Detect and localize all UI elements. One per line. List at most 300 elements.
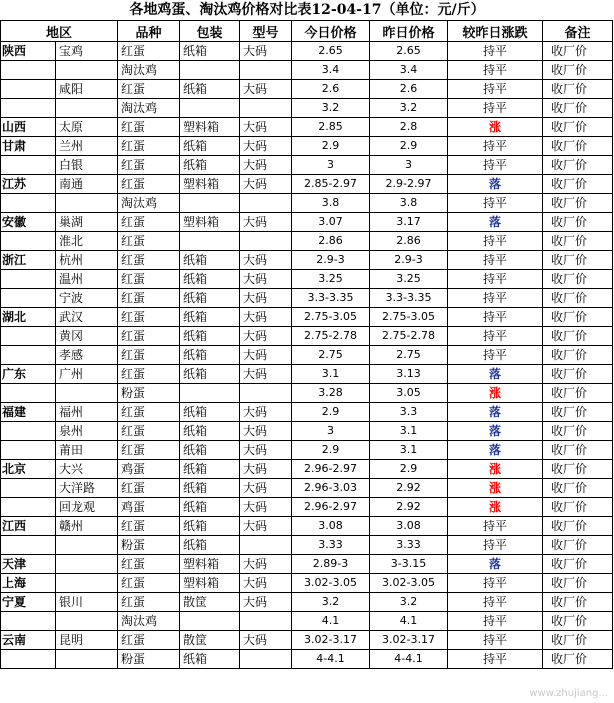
province-cell	[1, 346, 56, 365]
package-cell: 纸箱	[180, 289, 240, 308]
city-cell: 大洋路	[56, 479, 118, 498]
change-cell: 涨	[448, 498, 543, 517]
note-cell: 收厂价	[543, 460, 613, 479]
header-size: 型号	[240, 21, 292, 42]
change-cell: 持平	[448, 346, 543, 365]
table-row	[1, 574, 613, 593]
table-row	[1, 593, 613, 612]
size-cell: 大码	[240, 422, 292, 441]
package-cell: 散筐	[180, 593, 240, 612]
package-cell: 纸箱	[180, 365, 240, 384]
province-cell	[1, 612, 56, 631]
size-cell: 大码	[240, 308, 292, 327]
kind-cell: 淘汰鸡	[118, 612, 180, 631]
yesterday-price-cell: 2.8	[370, 118, 448, 137]
province-cell: 云南	[1, 631, 56, 650]
change-cell: 持平	[448, 251, 543, 270]
change-cell: 持平	[448, 327, 543, 346]
city-cell: 黄冈	[56, 327, 118, 346]
table-row	[1, 422, 613, 441]
kind-cell: 红蛋	[118, 517, 180, 536]
yesterday-price-cell: 4-4.1	[370, 650, 448, 669]
table-row	[1, 213, 613, 232]
change-cell: 涨	[448, 460, 543, 479]
city-cell	[56, 99, 118, 118]
change-cell: 落	[448, 422, 543, 441]
kind-cell: 红蛋	[118, 175, 180, 194]
kind-cell: 红蛋	[118, 137, 180, 156]
today-price-cell: 3.3-3.35	[292, 289, 370, 308]
table-row	[1, 118, 613, 137]
table-row	[1, 479, 613, 498]
price-table	[0, 20, 613, 669]
header-today-price: 今日价格	[292, 21, 370, 42]
today-price-cell: 2.6	[292, 80, 370, 99]
table-row	[1, 441, 613, 460]
note-cell: 收厂价	[543, 536, 613, 555]
table-row	[1, 232, 613, 251]
province-cell	[1, 536, 56, 555]
table-row	[1, 156, 613, 175]
package-cell: 塑料箱	[180, 555, 240, 574]
change-cell: 涨	[448, 479, 543, 498]
note-cell: 收厂价	[543, 365, 613, 384]
table-row	[1, 61, 613, 80]
table-row	[1, 498, 613, 517]
yesterday-price-cell: 3.02-3.05	[370, 574, 448, 593]
change-cell: 落	[448, 175, 543, 194]
note-cell: 收厂价	[543, 232, 613, 251]
kind-cell: 红蛋	[118, 631, 180, 650]
table-row	[1, 289, 613, 308]
province-cell: 宁夏	[1, 593, 56, 612]
size-cell	[240, 194, 292, 213]
yesterday-price-cell: 3.2	[370, 99, 448, 118]
yesterday-price-cell: 3.3	[370, 403, 448, 422]
kind-cell: 淘汰鸡	[118, 194, 180, 213]
note-cell: 收厂价	[543, 289, 613, 308]
size-cell: 大码	[240, 346, 292, 365]
city-cell: 杭州	[56, 251, 118, 270]
kind-cell: 红蛋	[118, 156, 180, 175]
province-cell	[1, 327, 56, 346]
package-cell	[180, 194, 240, 213]
table-row	[1, 403, 613, 422]
today-price-cell: 2.9	[292, 403, 370, 422]
city-cell: 太原	[56, 118, 118, 137]
size-cell: 大码	[240, 42, 292, 61]
city-cell	[56, 574, 118, 593]
city-cell: 大兴	[56, 460, 118, 479]
today-price-cell: 2.89-3	[292, 555, 370, 574]
note-cell: 收厂价	[543, 346, 613, 365]
city-cell: 泉州	[56, 422, 118, 441]
today-price-cell: 2.75	[292, 346, 370, 365]
province-cell: 天津	[1, 555, 56, 574]
change-cell: 落	[448, 365, 543, 384]
today-price-cell: 2.85	[292, 118, 370, 137]
today-price-cell: 3.2	[292, 593, 370, 612]
table-row	[1, 194, 613, 213]
city-cell: 淮北	[56, 232, 118, 251]
table-row	[1, 99, 613, 118]
yesterday-price-cell: 2.9	[370, 460, 448, 479]
change-cell: 持平	[448, 536, 543, 555]
kind-cell: 红蛋	[118, 441, 180, 460]
change-cell: 持平	[448, 593, 543, 612]
kind-cell: 淘汰鸡	[118, 61, 180, 80]
yesterday-price-cell: 4.1	[370, 612, 448, 631]
note-cell: 收厂价	[543, 574, 613, 593]
today-price-cell: 2.9	[292, 137, 370, 156]
size-cell	[240, 384, 292, 403]
change-cell: 持平	[448, 517, 543, 536]
size-cell: 大码	[240, 289, 292, 308]
package-cell	[180, 61, 240, 80]
province-cell	[1, 650, 56, 669]
note-cell: 收厂价	[543, 631, 613, 650]
kind-cell: 粉蛋	[118, 536, 180, 555]
change-cell: 持平	[448, 308, 543, 327]
note-cell: 收厂价	[543, 137, 613, 156]
yesterday-price-cell: 2.65	[370, 42, 448, 61]
yesterday-price-cell: 2.9-2.97	[370, 175, 448, 194]
city-cell	[56, 536, 118, 555]
yesterday-price-cell: 3.1	[370, 422, 448, 441]
note-cell: 收厂价	[543, 612, 613, 631]
package-cell: 纸箱	[180, 270, 240, 289]
city-cell	[56, 650, 118, 669]
today-price-cell: 3.02-3.05	[292, 574, 370, 593]
today-price-cell: 2.85-2.97	[292, 175, 370, 194]
province-cell	[1, 289, 56, 308]
package-cell	[180, 232, 240, 251]
city-cell: 白银	[56, 156, 118, 175]
city-cell: 兰州	[56, 137, 118, 156]
size-cell: 大码	[240, 213, 292, 232]
today-price-cell: 2.86	[292, 232, 370, 251]
today-price-cell: 3.2	[292, 99, 370, 118]
package-cell: 纸箱	[180, 422, 240, 441]
province-cell	[1, 384, 56, 403]
city-cell	[56, 555, 118, 574]
change-cell: 持平	[448, 61, 543, 80]
table-row	[1, 346, 613, 365]
province-cell: 上海	[1, 574, 56, 593]
size-cell: 大码	[240, 175, 292, 194]
table-row	[1, 650, 613, 669]
table-row	[1, 308, 613, 327]
city-cell: 宝鸡	[56, 42, 118, 61]
size-cell: 大码	[240, 403, 292, 422]
city-cell: 温州	[56, 270, 118, 289]
kind-cell: 红蛋	[118, 346, 180, 365]
table-row	[1, 137, 613, 156]
today-price-cell: 3.08	[292, 517, 370, 536]
size-cell: 大码	[240, 365, 292, 384]
change-cell: 持平	[448, 232, 543, 251]
note-cell: 收厂价	[543, 61, 613, 80]
table-row	[1, 270, 613, 289]
yesterday-price-cell: 3-3.15	[370, 555, 448, 574]
yesterday-price-cell: 3.3-3.35	[370, 289, 448, 308]
yesterday-price-cell: 2.9-3	[370, 251, 448, 270]
change-cell: 持平	[448, 156, 543, 175]
size-cell: 大码	[240, 460, 292, 479]
size-cell: 大码	[240, 593, 292, 612]
city-cell: 南通	[56, 175, 118, 194]
change-cell: 持平	[448, 574, 543, 593]
yesterday-price-cell: 3.17	[370, 213, 448, 232]
city-cell: 广州	[56, 365, 118, 384]
size-cell: 大码	[240, 118, 292, 137]
yesterday-price-cell: 2.86	[370, 232, 448, 251]
table-row	[1, 460, 613, 479]
table-row	[1, 517, 613, 536]
package-cell: 纸箱	[180, 251, 240, 270]
kind-cell: 鸡蛋	[118, 460, 180, 479]
kind-cell: 红蛋	[118, 232, 180, 251]
note-cell: 收厂价	[543, 517, 613, 536]
today-price-cell: 4.1	[292, 612, 370, 631]
yesterday-price-cell: 3.25	[370, 270, 448, 289]
table-row	[1, 555, 613, 574]
city-cell	[56, 194, 118, 213]
size-cell: 大码	[240, 517, 292, 536]
today-price-cell: 3.1	[292, 365, 370, 384]
city-cell: 赣州	[56, 517, 118, 536]
package-cell: 纸箱	[180, 536, 240, 555]
header-package: 包装	[180, 21, 240, 42]
today-price-cell: 3.8	[292, 194, 370, 213]
today-price-cell: 2.9-3	[292, 251, 370, 270]
kind-cell: 红蛋	[118, 80, 180, 99]
table-row	[1, 175, 613, 194]
package-cell: 纸箱	[180, 137, 240, 156]
kind-cell: 红蛋	[118, 270, 180, 289]
table-row	[1, 42, 613, 61]
change-cell: 落	[448, 441, 543, 460]
yesterday-price-cell: 3.05	[370, 384, 448, 403]
city-cell: 莆田	[56, 441, 118, 460]
package-cell: 塑料箱	[180, 213, 240, 232]
province-cell	[1, 156, 56, 175]
province-cell	[1, 479, 56, 498]
today-price-cell: 3.02-3.17	[292, 631, 370, 650]
change-cell: 落	[448, 403, 543, 422]
today-price-cell: 4-4.1	[292, 650, 370, 669]
city-cell: 咸阳	[56, 80, 118, 99]
today-price-cell: 2.75-3.05	[292, 308, 370, 327]
province-cell	[1, 441, 56, 460]
province-cell	[1, 422, 56, 441]
today-price-cell: 3.07	[292, 213, 370, 232]
kind-cell: 红蛋	[118, 289, 180, 308]
header-note: 备注	[543, 21, 613, 42]
kind-cell: 粉蛋	[118, 650, 180, 669]
size-cell: 大码	[240, 251, 292, 270]
package-cell: 纸箱	[180, 441, 240, 460]
table-row	[1, 80, 613, 99]
package-cell: 散筐	[180, 631, 240, 650]
note-cell: 收厂价	[543, 156, 613, 175]
package-cell: 塑料箱	[180, 175, 240, 194]
kind-cell: 红蛋	[118, 574, 180, 593]
kind-cell: 红蛋	[118, 327, 180, 346]
city-cell: 孝感	[56, 346, 118, 365]
today-price-cell: 2.75-2.78	[292, 327, 370, 346]
header-row	[1, 21, 613, 42]
size-cell: 大码	[240, 270, 292, 289]
package-cell: 纸箱	[180, 403, 240, 422]
city-cell: 银川	[56, 593, 118, 612]
kind-cell: 红蛋	[118, 213, 180, 232]
note-cell: 收厂价	[543, 555, 613, 574]
note-cell: 收厂价	[543, 99, 613, 118]
table-row	[1, 612, 613, 631]
city-cell: 武汉	[56, 308, 118, 327]
city-cell: 回龙观	[56, 498, 118, 517]
size-cell: 大码	[240, 327, 292, 346]
kind-cell: 红蛋	[118, 403, 180, 422]
kind-cell: 红蛋	[118, 479, 180, 498]
change-cell: 持平	[448, 137, 543, 156]
kind-cell: 红蛋	[118, 365, 180, 384]
size-cell	[240, 61, 292, 80]
note-cell: 收厂价	[543, 327, 613, 346]
province-cell	[1, 99, 56, 118]
table-row	[1, 536, 613, 555]
package-cell: 纸箱	[180, 346, 240, 365]
province-cell: 安徽	[1, 213, 56, 232]
province-cell: 陕西	[1, 42, 56, 61]
today-price-cell: 3	[292, 422, 370, 441]
package-cell: 塑料箱	[180, 118, 240, 137]
kind-cell: 红蛋	[118, 308, 180, 327]
note-cell: 收厂价	[543, 422, 613, 441]
package-cell	[180, 384, 240, 403]
yesterday-price-cell: 3.08	[370, 517, 448, 536]
kind-cell: 鸡蛋	[118, 498, 180, 517]
note-cell: 收厂价	[543, 118, 613, 137]
change-cell: 涨	[448, 118, 543, 137]
kind-cell: 红蛋	[118, 42, 180, 61]
province-cell: 浙江	[1, 251, 56, 270]
today-price-cell: 3.28	[292, 384, 370, 403]
note-cell: 收厂价	[543, 384, 613, 403]
header-region: 地区	[1, 21, 118, 42]
note-cell: 收厂价	[543, 593, 613, 612]
city-cell	[56, 612, 118, 631]
change-cell: 持平	[448, 42, 543, 61]
size-cell: 大码	[240, 574, 292, 593]
size-cell	[240, 650, 292, 669]
note-cell: 收厂价	[543, 498, 613, 517]
today-price-cell: 2.9	[292, 441, 370, 460]
note-cell: 收厂价	[543, 175, 613, 194]
header-change: 较昨日涨跌	[448, 21, 543, 42]
yesterday-price-cell: 2.6	[370, 80, 448, 99]
yesterday-price-cell: 3.13	[370, 365, 448, 384]
today-price-cell: 2.96-2.97	[292, 460, 370, 479]
yesterday-price-cell: 2.75-3.05	[370, 308, 448, 327]
note-cell: 收厂价	[543, 479, 613, 498]
yesterday-price-cell: 3.02-3.17	[370, 631, 448, 650]
province-cell	[1, 270, 56, 289]
kind-cell: 红蛋	[118, 118, 180, 137]
change-cell: 持平	[448, 270, 543, 289]
yesterday-price-cell: 2.75-2.78	[370, 327, 448, 346]
size-cell: 大码	[240, 498, 292, 517]
change-cell: 持平	[448, 194, 543, 213]
size-cell: 大码	[240, 80, 292, 99]
note-cell: 收厂价	[543, 650, 613, 669]
today-price-cell: 2.96-2.97	[292, 498, 370, 517]
today-price-cell: 3.25	[292, 270, 370, 289]
province-cell	[1, 194, 56, 213]
change-cell: 持平	[448, 289, 543, 308]
note-cell: 收厂价	[543, 270, 613, 289]
note-cell: 收厂价	[543, 42, 613, 61]
note-cell: 收厂价	[543, 441, 613, 460]
package-cell: 纸箱	[180, 650, 240, 669]
note-cell: 收厂价	[543, 251, 613, 270]
change-cell: 持平	[448, 650, 543, 669]
province-cell: 江苏	[1, 175, 56, 194]
yesterday-price-cell: 3.8	[370, 194, 448, 213]
city-cell: 福州	[56, 403, 118, 422]
change-cell: 涨	[448, 384, 543, 403]
table-row	[1, 631, 613, 650]
province-cell: 山西	[1, 118, 56, 137]
yesterday-price-cell: 3.4	[370, 61, 448, 80]
province-cell: 湖北	[1, 308, 56, 327]
province-cell	[1, 232, 56, 251]
today-price-cell: 2.65	[292, 42, 370, 61]
size-cell	[240, 612, 292, 631]
package-cell: 纸箱	[180, 460, 240, 479]
package-cell: 纸箱	[180, 80, 240, 99]
note-cell: 收厂价	[543, 308, 613, 327]
province-cell: 甘肃	[1, 137, 56, 156]
kind-cell: 红蛋	[118, 555, 180, 574]
size-cell: 大码	[240, 631, 292, 650]
change-cell: 持平	[448, 99, 543, 118]
package-cell: 纸箱	[180, 517, 240, 536]
size-cell: 大码	[240, 156, 292, 175]
change-cell: 持平	[448, 612, 543, 631]
kind-cell: 红蛋	[118, 251, 180, 270]
today-price-cell: 2.96-3.03	[292, 479, 370, 498]
table-row	[1, 384, 613, 403]
city-cell	[56, 384, 118, 403]
size-cell	[240, 536, 292, 555]
header-kind: 品种	[118, 21, 180, 42]
city-cell: 宁波	[56, 289, 118, 308]
today-price-cell: 3.4	[292, 61, 370, 80]
province-cell: 福建	[1, 403, 56, 422]
package-cell: 纸箱	[180, 308, 240, 327]
watermark: www.zhujiang...	[529, 688, 608, 699]
size-cell: 大码	[240, 479, 292, 498]
size-cell	[240, 232, 292, 251]
package-cell	[180, 99, 240, 118]
package-cell: 纸箱	[180, 479, 240, 498]
note-cell: 收厂价	[543, 194, 613, 213]
note-cell: 收厂价	[543, 403, 613, 422]
size-cell: 大码	[240, 441, 292, 460]
package-cell: 纸箱	[180, 498, 240, 517]
